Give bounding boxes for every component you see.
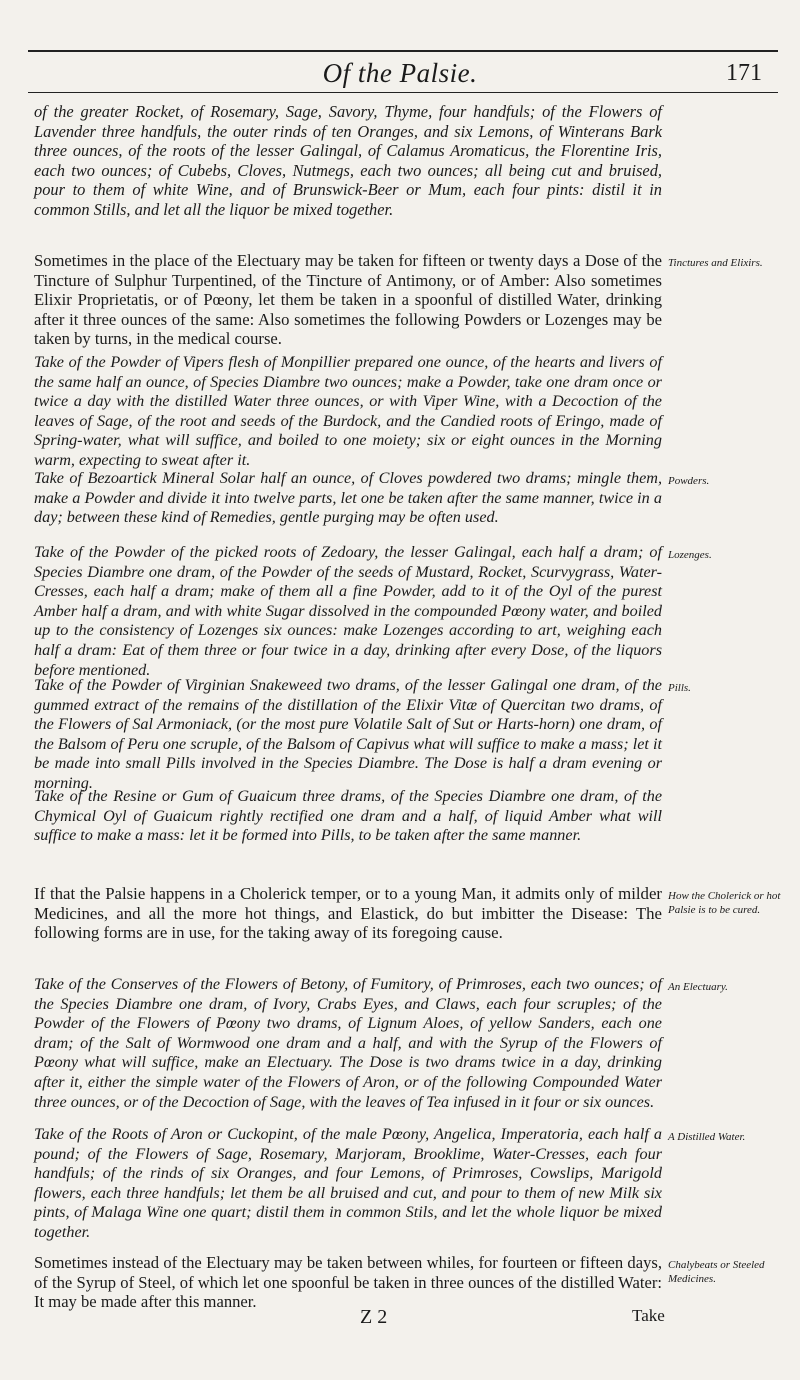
- margin-note-cholerick: How the Cholerick or hot Palsie is to be cured.: [668, 890, 781, 916]
- recipe-guaicum-pills: Take of the Resine or Gum of Guaicum three drams, of the Species Diambre one dram, of the Chymical Oyl of Guaicum rightly rectified one dram and a half, of liquid Amber what will suffice to make a mass: let it be formed into Pills, to be taken after the same manner.: [34, 787, 662, 845]
- margin-note-powders: Powders.: [668, 475, 710, 487]
- running-title: Of the Palsie.: [322, 58, 478, 88]
- margin-note-lozenges: Lozenges.: [668, 549, 712, 561]
- recipe-electuary: Take of the Conserves of the Flowers of Betony, of Fumitory, of Primroses, each two ounces; of the Species Diambre one dram, of Ivory, Crabs Eyes, and Claws, each four scruples; of the Powder of the Flowers of Pœony two drams, of Lignum Aloes, of yellow Sanders, each one dram; of the Salt of Wormwood one dram and a half, and with the Syrup of the Flowers of Pœony what will suffice, make an Electuary. The Dose is two drams twice in a day, drinking after it, either the simple water of the Flowers of Aron, or of the following Compounded Water three ounces, or of the Decoction of Sage, with the leaves of Tea infused in it four or six ounces.: [34, 975, 662, 1111]
- margin-note-tinctures: Tinctures and Elixirs.: [668, 257, 763, 269]
- page-number: 171: [726, 60, 762, 86]
- margin-note-electuary: An Electuary.: [668, 981, 728, 993]
- signature-mark: Z 2: [360, 1306, 388, 1328]
- margin-note-pills: Pills.: [668, 682, 691, 694]
- paragraph-tinctures: Sometimes in the place of the Electuary may be taken for fifteen or twenty days a Dose of the Tincture of Sulphur Turpentined, of the Tincture of Antimony, or of Amber: Also sometimes Elixir Proprietatis, or of Pœony, let them be taken in a spoonful of distilled Water, drinking after it three ounces of the same: Also sometimes the following Powders or Lozenges may be taken by turns, in the medical course.: [34, 251, 662, 349]
- header-rule: [28, 92, 778, 93]
- recipe-continuation: of the greater Rocket, of Rosemary, Sage, Savory, Thyme, four handfuls; of the Flowers of Lavender three handfuls, the outer rinds of ten Oranges, and six Lemons, of Winterans Bark three ounces, of the roots of the lesser Galingal, of Calamus Aromaticus, the Florentine Iris, each two ounces; of Cubebs, Cloves, Nutmegs, each two ounces; all being cut and bruised, pour to them of white Wine, and of Brunswick-Beer or Mum, each four pints: distil it in common Stills, and let all the liquor be mixed together.: [34, 102, 662, 219]
- top-rule: [28, 50, 778, 52]
- recipe-lozenges: Take of the Powder of the picked roots of Zedoary, the lesser Galingal, each half a dram; of Species Diambre one dram, of the Powder of the seeds of Mustard, Rocket, Scurvygrass, Water-Cresses, each half a dram; make of them all a fine Powder, add to it of the Oyl of the purest Amber half a dram, and with white Sugar dissolved in the compounded Pœony water, and boiled up to the consistency of Lozenges six ounces: make Lozenges according to art, weighing each half a dram: Eat of them three or four twice in a day, drinking after every Dose, of the liquors before mentioned.: [34, 543, 662, 679]
- recipe-distilled-water: Take of the Roots of Aron or Cuckopint, of the male Pœony, Angelica, Imperatoria, each half a pound; of the Flowers of Sage, Rosemary, Marjoram, Brooklime, Water-Cresses, each four handfuls; of the rinds of six Oranges, and four Lemons, of Primroses, Cowslips, Marigold flowers, each three handfuls; let them be all bruised and cut, and pour to them of new Milk six pints, of Malaga Wine one quart; distil them in common Stils, and let the whole liquor be mixed together.: [34, 1125, 662, 1241]
- catchword: Take: [632, 1306, 665, 1325]
- recipe-bezoartick: Take of Bezoartick Mineral Solar half an ounce, of Cloves powdered two drams; mingle them, make a Powder and divide it into twelve parts, let one be taken after the same manner, twice in a day; between these kind of Remedies, gentle purging may be often used.: [34, 469, 662, 527]
- margin-note-chalybeats: Chalybeats or Steeled Medicines.: [668, 1259, 765, 1285]
- margin-note-distilled-water: A Distilled Water.: [668, 1131, 746, 1143]
- paragraph-cholerick-palsie: If that the Palsie happens in a Cholerick temper, or to a young Man, it admits only of milder Medicines, and all the more hot things, and Elastick, do but imbitter the Disease: The following forms are in use, for the taking away of its foregoing cause.: [34, 884, 662, 943]
- recipe-viper-powder: Take of the Powder of Vipers flesh of Monpillier prepared one ounce, of the hearts and livers of the same half an ounce, of Species Diambre two ounces; make a Powder, take one dram once or twice a day with the distilled Water three ounces, or with Viper Wine, with a Decoction of the leaves of Sage, of the root and seeds of the Burdock, and the Candied roots of Eringo, made of Spring-water, what will suffice, and boiled to one moiety; six or eight ounces in the Morning warm, expecting to sweat after it.: [34, 353, 662, 469]
- paragraph-syrup-of-steel: Sometimes instead of the Electuary may be taken between whiles, for fourteen or fifteen days, of the Syrup of Steel, of which let one spoonful be taken in three ounces of the distilled Water: It may be made after this manner.: [34, 1253, 662, 1312]
- recipe-snakeweed-pills: Take of the Powder of Virginian Snakeweed two drams, of the lesser Galingal one dram, of the gummed extract of the remains of the distillation of the Elixir Vitæ of Quercitan two drams, of the Flowers of Sal Armoniack, (or the most pure Volatile Salt of Sut or Harts-horn) one dram, of the Balsom of Peru one scruple, of the Balsom of Capivus what will suffice to make a mass; let it be made into small Pills involved in the Species Diambre. The Dose is half a dram evening or morning.: [34, 676, 662, 792]
